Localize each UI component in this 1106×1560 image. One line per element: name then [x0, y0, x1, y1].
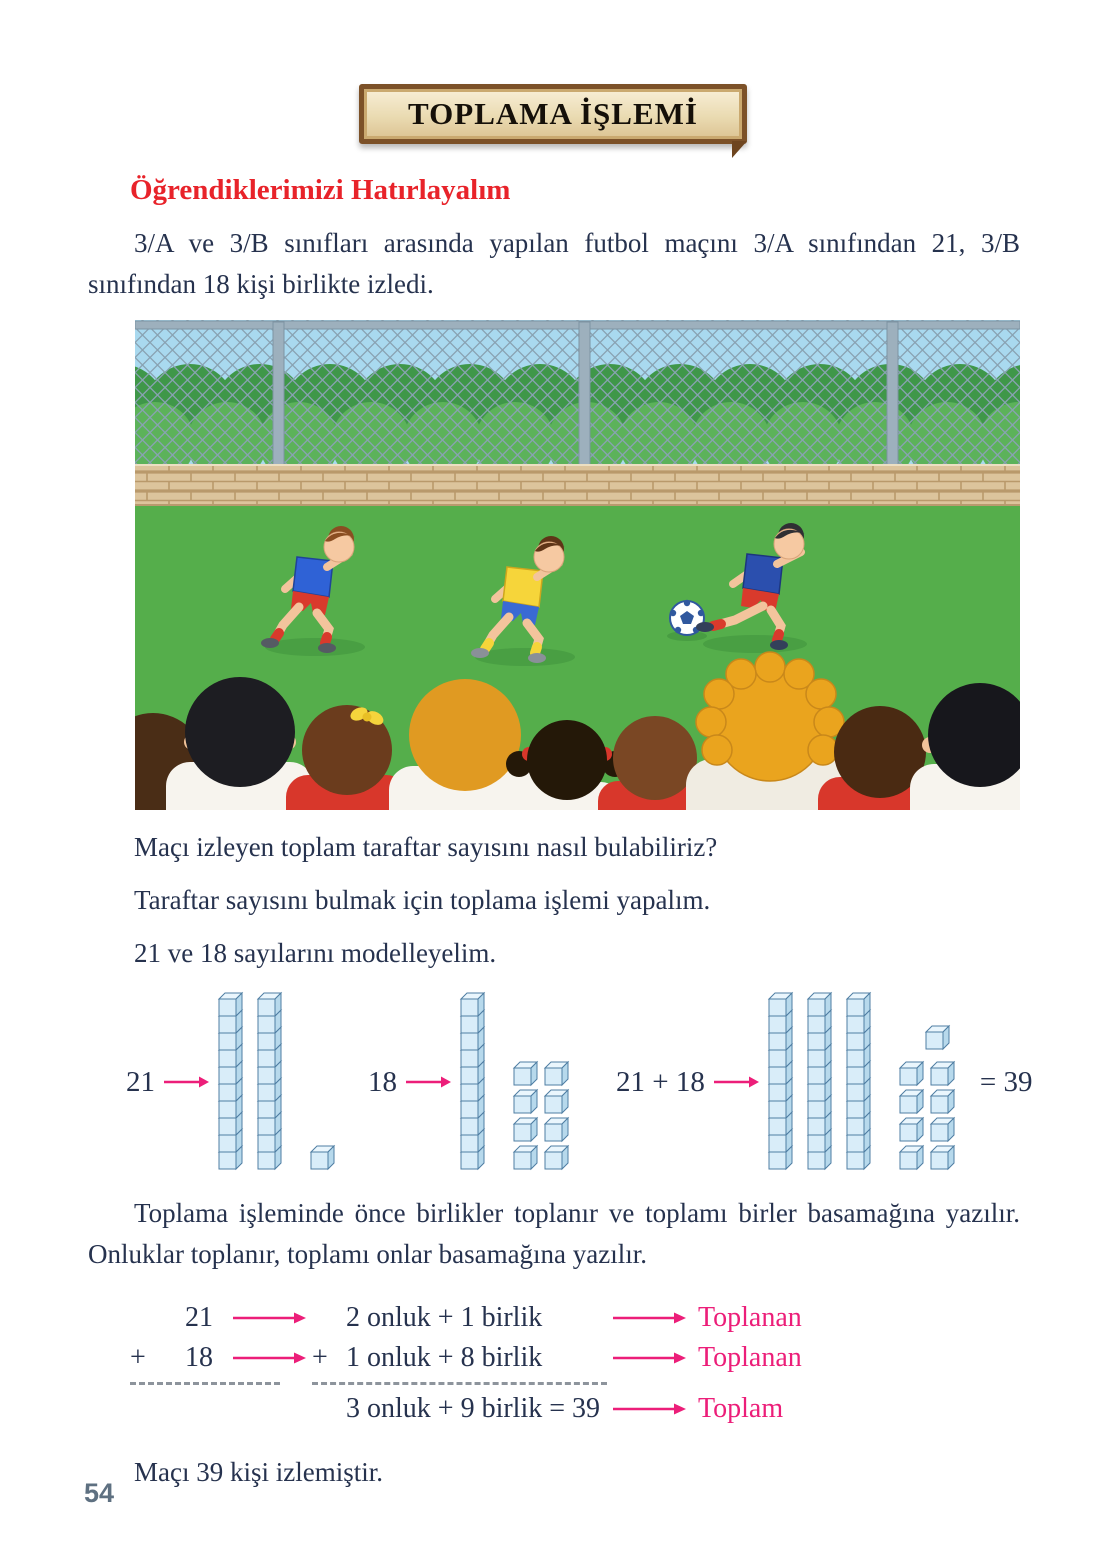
- arrow-right-icon: [612, 1311, 686, 1325]
- base-ten-blocks: [217, 987, 338, 1177]
- banner-fold-corner: [732, 141, 747, 158]
- base-ten-blocks: [767, 987, 972, 1177]
- model-result: = 39: [979, 1065, 1033, 1098]
- statement-line-3: 21 ve 18 sayılarını modelleyelim.: [134, 938, 497, 968]
- base-ten-models: [126, 987, 1106, 1177]
- row2-exp-sign: +: [312, 1342, 328, 1373]
- row1-exp-text: 2 onluk + 1 birlik: [346, 1302, 543, 1333]
- model-group-18: [368, 987, 586, 1177]
- dashed-rule-numbers: [130, 1382, 280, 1385]
- row1-expansion: [312, 1302, 612, 1334]
- section-heading: Öğrendiklerimizi Hatırlayalım: [130, 174, 511, 206]
- model-label: 18: [368, 1065, 397, 1098]
- chapter-banner: [359, 84, 747, 144]
- row2-exp-text: 1 onluk + 8 birlik: [346, 1342, 543, 1373]
- row2-number: 18: [185, 1342, 213, 1373]
- arrow-right-icon: [612, 1402, 686, 1416]
- row1-number: 21: [185, 1302, 213, 1333]
- page-number: 54: [84, 1478, 115, 1508]
- sum-expansion: [312, 1393, 612, 1425]
- model-group-21: [126, 987, 338, 1177]
- intro-paragraph: 3/A ve 3/B sınıfları arasında yapılan futbol maçını 3/A sınıfından 21, 3/B sınıfından 18 kişi birlikte izledi.: [88, 228, 1020, 299]
- base-ten-blocks: [459, 987, 586, 1177]
- chapter-title: TOPLAMA İŞLEMİ: [408, 96, 698, 131]
- row2-arrow2: [612, 1351, 698, 1365]
- football-match-illustration: [135, 320, 1020, 810]
- arrow-right-icon: [612, 1351, 686, 1365]
- row2-sign: +: [130, 1342, 146, 1373]
- conclusion-line: Maçı 39 kişi izlemiştir.: [134, 1457, 383, 1487]
- illustration-wrap: [135, 320, 1020, 810]
- row1-arrow: [232, 1311, 312, 1325]
- sum-tag: Toplam: [698, 1393, 784, 1424]
- banner-wrap: [0, 0, 1106, 144]
- dashed-rule-expansion: [312, 1382, 607, 1385]
- model-group-sum: [616, 987, 1032, 1177]
- row2-tag: Toplanan: [698, 1342, 802, 1373]
- row2-arrow: [232, 1351, 312, 1365]
- model-label: 21: [126, 1065, 155, 1098]
- row1-arrow2: [612, 1311, 698, 1325]
- sum-arrow: [612, 1402, 698, 1416]
- arrow-right-icon: [405, 1075, 451, 1089]
- row2-expansion: [312, 1342, 612, 1374]
- arrow-right-icon: [232, 1351, 306, 1365]
- statement-line-2: Taraftar sayısını bulmak için toplama işlemi yapalım.: [134, 885, 711, 915]
- explanation-paragraph: Toplama işleminde önce birlikler toplanır ve toplamı birler basamağına yazılır. Onluklar toplanır, toplamı onlar basamağına yazılır.: [88, 1198, 1020, 1269]
- arrow-right-icon: [232, 1311, 306, 1325]
- question-line-1: Maçı izleyen toplam taraftar sayısını nasıl bulabiliriz?: [134, 832, 718, 862]
- sum-exp-text: 3 onluk + 9 birlik = 39: [346, 1393, 601, 1424]
- arrow-right-icon: [713, 1075, 759, 1089]
- row1-tag: Toplanan: [698, 1302, 802, 1333]
- addition-breakdown: [130, 1302, 1106, 1425]
- model-label: 21 + 18: [616, 1065, 705, 1098]
- arrow-right-icon: [163, 1075, 209, 1089]
